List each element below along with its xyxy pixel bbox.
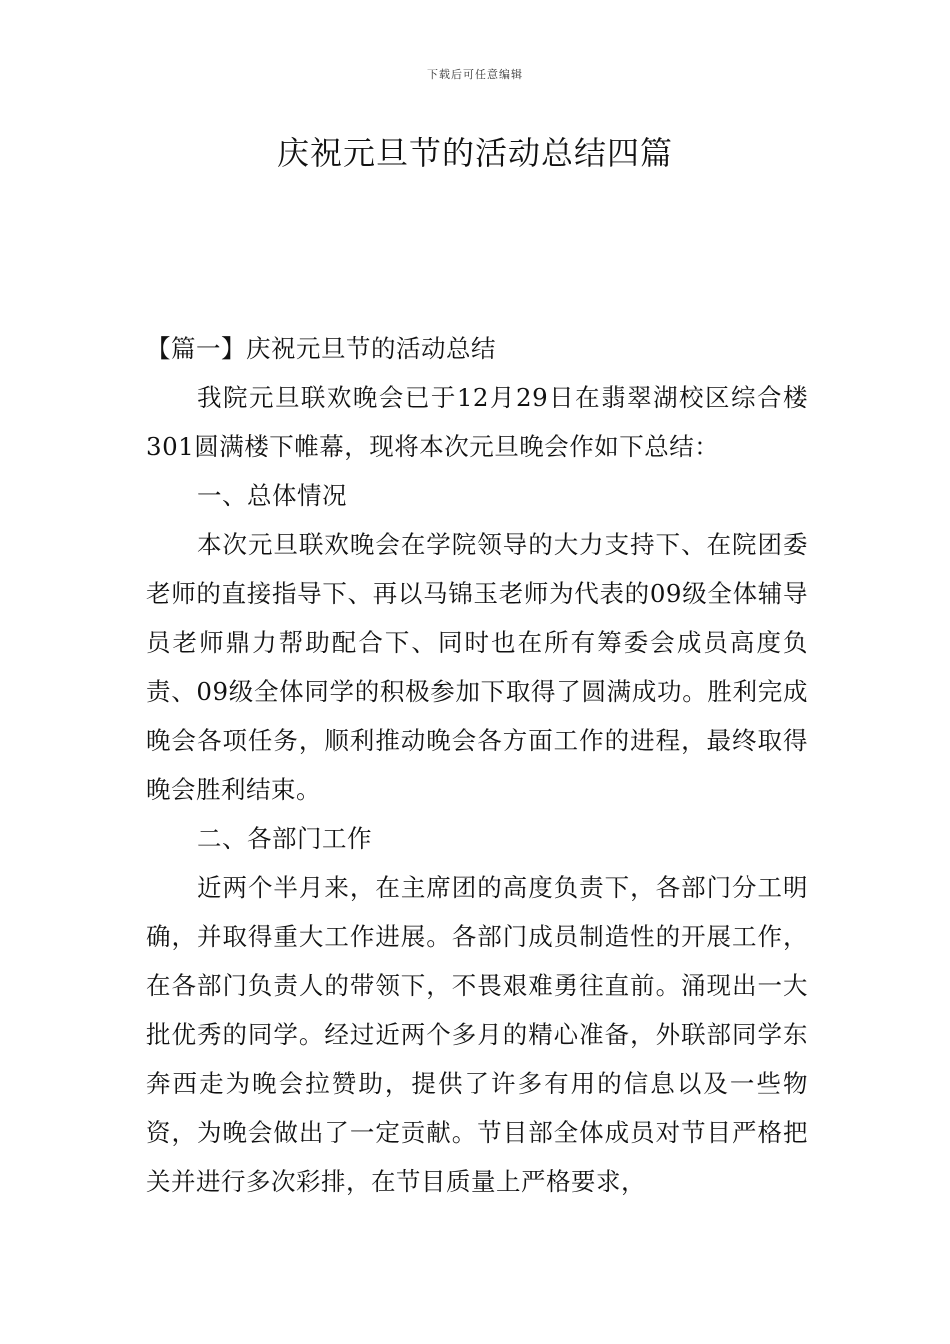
subheading-departments: 二、各部门工作: [197, 824, 372, 853]
paragraph-overview: 本次元旦联欢晚会在学院领导的大力支持下、在院团委老师的直接指导下、再以马锦玉老师为代表的09级全体辅导员老师鼎力帮助配合下、同时也在所有筹委会成员高度负责、09级全体同学的积极参加下取得了圆满成功。胜利完成晚会各项任务，顺利推动晚会各方面工作的进程，最终取得晚会胜利结束。: [146, 530, 808, 804]
section-heading: 【篇一】庆祝元旦节的活动总结: [146, 334, 496, 363]
document-body: [146, 324, 808, 1206]
subheading-overview: 一、总体情况: [197, 481, 347, 510]
document-title: 庆祝元旦节的活动总结四篇: [276, 134, 673, 172]
page-header-note: 下载后可任意编辑: [427, 68, 523, 81]
paragraph-intro: 我院元旦联欢晚会已于12月29日在翡翠湖校区综合楼301圆满楼下帷幕，现将本次元旦晚会作如下总结：: [146, 383, 808, 461]
paragraph-departments: 近两个半月来，在主席团的高度负责下，各部门分工明确，并取得重大工作进展。各部门成员制造性的开展工作，在各部门负责人的带领下，不畏艰难勇往直前。涌现出一大批优秀的同学。经过近两个多月的精心准备，外联部同学东奔西走为晚会拉赞助，提供了许多有用的信息以及一些物资，为晚会做出了一定贡献。节目部全体成员对节目严格把关并进行多次彩排，在节目质量上严格要求，: [146, 873, 808, 1196]
